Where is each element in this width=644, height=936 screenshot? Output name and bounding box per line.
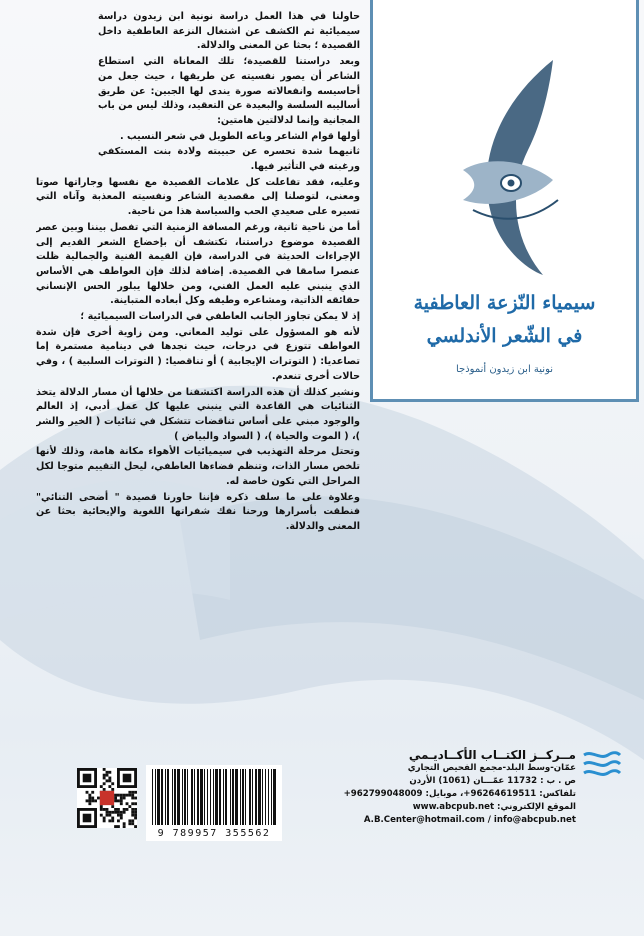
book-title-line2: في الشّعر الأندلسي — [426, 325, 583, 347]
publisher-info — [296, 748, 576, 827]
publisher-name: مــركــز الكتــاب الأكــاديـمي — [408, 748, 576, 762]
paragraph: إذ لا يمكن تجاوز الجانب العاطفي في الدراسات السيميائية ؛ — [80, 311, 360, 323]
isbn-barcode — [146, 765, 282, 841]
book-subtitle: نونية ابن زيدون أنموذجا — [455, 364, 554, 375]
emblem-icon — [433, 50, 583, 280]
paragraph: ونشير كذلك أن هذه الدراسة اكتشفنا من خلالها أن مسار الدلالة يتخذ الثنائيات هي القاعدة التي ينبني عليها كل عمل أدبي، إذ العالم والوجود مبني على أساس تناقضات تتشكل في ثنائيات ( الخير والشر )، ( الموت والحياة )، ( السواد والبياض ) — [36, 386, 360, 442]
paragraph: ثانيهما شدة تحسره عن حبيبته ولادة بنت المستكفي ورغبته في التأثير فيها. — [98, 146, 360, 173]
paragraph: أولها قوام الشاعر وباعه الطويل في شعر النسيب . — [120, 130, 360, 142]
qr-code — [77, 768, 137, 828]
paragraph: وتحتل مرحلة التهذيب في سيميائيات الأهواء مكانة هامة، وذلك لأنها تلخص مسار الذات، وتنظم فضاءها العاطفي، ليحل التقييم متوجا لكل المراحل التي تكون خاصة له. — [36, 446, 360, 487]
qr-code-icon — [77, 768, 137, 828]
isbn-number: 9 789957 355562 — [157, 828, 271, 839]
barcode-bars — [150, 769, 278, 825]
back-cover-text — [36, 10, 360, 710]
publisher-phone: تلفاكس: 96264619511+، موبايل: 962799048009+ — [343, 789, 576, 799]
publisher-address: عمّان-وسط البلد-مجمع الفحيص التجاري — [407, 763, 576, 773]
publisher-email: A.B.Center@hotmail.com / info@abcpub.net — [363, 815, 576, 825]
book-title: سيمياء النّزعة العاطفية — [413, 292, 596, 314]
paragraph: حاولنا في هذا العمل دراسة نونية ابن زيدون دراسة سيميائية ثم الكشف عن اشتغال النزعة العاطفية داخل القصيدة ؛ بحثا عن المعنى والدلالة. — [98, 11, 360, 52]
paragraph: أما من ناحية ثانية، ورغم المسافة الزمنية التي تفصل بيننا وبين عصر القصيدة موضوع دراستنا، تكتشف أن بإخضاع الشعر القديم إلى الإجراءات الحديثة في الدراسة، فإن القيمة الفنية والجمالية ظلت عنصرا سامقا في القصيدة. إضافة لذلك فإن العواطف هي الأساس الذي ينبني عليه العمل الفني، ومن خلالها يبلور الحس الإنساني حقائقه الذاتية، ومشاعره وطيفه وكل أبعاده المتباينة. — [36, 221, 360, 307]
title-panel — [370, 0, 639, 402]
publisher-logo-icon — [582, 749, 622, 779]
paragraph: لأنه هو المسؤول على توليد المعاني. ومن زاوية أخرى فإن شدة العواطف تتوزع في درجات، حيث نجدها في دينامية مستمرة إما تصاعديا: ( التوترات الإيجابية ) أو تناقصيا: ( التوترات السلبية ) ، وفي حالات أخرى تنعدم. — [36, 326, 360, 382]
publisher-website: الموقع الإلكتروني: www.abcpub.net — [412, 802, 576, 812]
paragraph: وبعد دراستنا للقصيدة؛ تلك المعاناة التي استطاع الشاعر أن يصور نفسيته عن طريقها ، حيث جعل من أحاسيسه وانفعالاته صورة يندى لها الجبين: عن طريق أساليبه السلسة والبعيدة عن التعقيد، وذلك ليس من باب المجانية وإنما لدلالتين هامتين: — [98, 56, 360, 126]
paragraph: وعليه، فقد تفاعلت كل علامات القصيدة مع نفسها وجاراتها صوتا ومعنى، لتوصلنا إلى مقصدية الشاعر ونفسيته المعذبة وآناه التي تسيره على صعيدي الحب والسياسة هذا من ناحية. — [36, 176, 360, 218]
paragraph: وعلاوة على ما سلف ذكره فإننا حاورنا قصيدة " أضحى التنائي" فنطقت بأسرارها ورحنا نفك شفراتها اللغوية والإيحائية بحثا عن المعنى والدلالة. — [36, 491, 360, 532]
publisher-pobox: ص . ب : 11732 عمّـــان (1061) الأردن — [409, 776, 576, 786]
